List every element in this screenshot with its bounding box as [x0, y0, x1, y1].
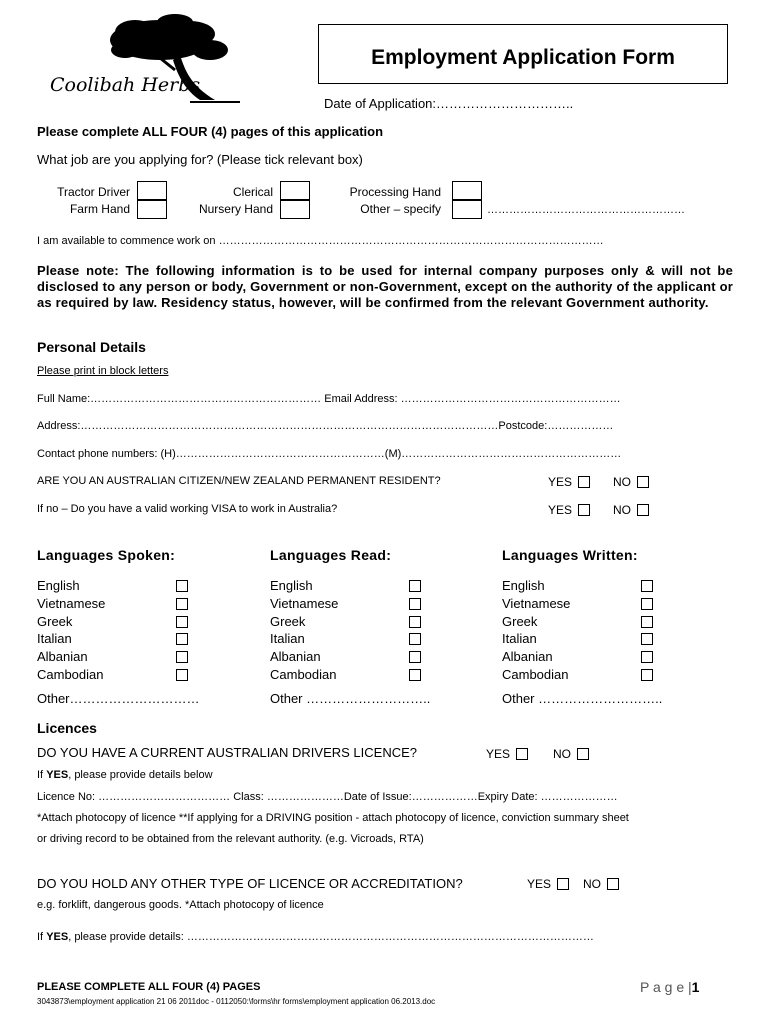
spoken-label: Italian [37, 631, 72, 647]
written-other-line[interactable]: Other ……………………….. [502, 690, 663, 706]
languages-written-heading: Languages Written: [502, 547, 638, 563]
read-label: Albanian [270, 649, 321, 665]
citizen-question: ARE YOU AN AUSTRALIAN CITIZEN/NEW ZEALAND PERMANENT RESIDENT? [37, 475, 441, 487]
other-licence-question: DO YOU HOLD ANY OTHER TYPE OF LICENCE OR ACCREDITATION? [37, 876, 463, 891]
if-prefix: If [37, 769, 44, 781]
personal-details-heading: Personal Details [37, 339, 146, 355]
read-label: English [270, 578, 313, 593]
spoken-checkbox-vietnamese[interactable] [176, 598, 188, 610]
instruction-heading: Please complete ALL FOUR (4) pages of this application [37, 124, 384, 139]
job-label-other-specify: Other – specify [360, 202, 441, 216]
page-number [640, 979, 699, 995]
licence-details-line[interactable]: Licence No: ……………………………… Class: …………………Date of Issue:………………Expiry Date: ………………… [37, 791, 618, 803]
read-row-albanian[interactable] [270, 648, 470, 666]
written-label: Cambodian [502, 666, 569, 682]
written-checkbox-italian[interactable] [641, 633, 653, 645]
drivers-no[interactable] [553, 747, 589, 761]
visa-yes-checkbox[interactable] [578, 504, 590, 516]
job-checkbox-processing-hand[interactable] [452, 181, 482, 200]
written-label: Albanian [502, 649, 553, 665]
visa-no[interactable] [613, 503, 649, 517]
job-label-clerical: Clerical [232, 185, 273, 199]
page-label: P a g e | [640, 979, 692, 995]
footer-complete-note: PLEASE COMPLETE ALL FOUR (4) PAGES [37, 981, 261, 993]
spoken-label: Albanian [37, 649, 88, 665]
read-other-line[interactable]: Other ……………………….. [270, 690, 431, 706]
availability-line[interactable]: I am available to commence work on …………………………………………………………………………………………… [37, 235, 604, 247]
drivers-yes-label: YES [486, 747, 511, 761]
written-checkbox-cambodian[interactable] [641, 669, 653, 681]
read-label: Cambodian [270, 666, 337, 682]
spoken-row-italian[interactable] [37, 630, 237, 648]
visa-question: If no – Do you have a valid working VISA to work in Australia? [37, 503, 338, 515]
read-label: Italian [270, 631, 305, 647]
written-checkbox-albanian[interactable] [641, 651, 653, 663]
drivers-licence-question: DO YOU HAVE A CURRENT AUSTRALIAN DRIVERS LICENCE? [37, 745, 417, 760]
form-title: Employment Application Form [318, 24, 728, 84]
other-licence-no-checkbox[interactable] [607, 878, 619, 890]
read-row-english[interactable] [270, 577, 470, 595]
read-row-cambodian[interactable] [270, 666, 470, 684]
other-licence-yes-label: YES [527, 877, 552, 891]
spoken-row-english[interactable] [37, 577, 237, 595]
file-path: 3043873\employment application 21 06 2011doc - 0112050:\forms\hr forms\employment application 06.2013.doc [37, 997, 436, 1006]
job-label-nursery-hand: Nursery Hand [198, 202, 273, 216]
written-checkbox-english[interactable] [641, 580, 653, 592]
spoken-label: English [37, 578, 80, 593]
job-checkbox-nursery-hand[interactable] [280, 200, 310, 219]
written-label: Italian [502, 631, 537, 647]
job-other-line[interactable]: ……………………………………………… [487, 204, 685, 216]
full-name-email-line[interactable]: Full Name:……………………………………………………… Email Address: …………………………………………………… [37, 393, 621, 405]
logo-text: Coolibah Herbs [50, 74, 201, 96]
spoken-checkbox-english[interactable] [176, 580, 188, 592]
spoken-label: Greek [37, 613, 73, 629]
drivers-no-checkbox[interactable] [577, 748, 589, 760]
spoken-checkbox-greek[interactable] [176, 616, 188, 628]
spoken-other-line[interactable]: Other………………………… [37, 690, 200, 706]
logo [40, 10, 240, 110]
written-row-vietnamese[interactable] [502, 595, 702, 613]
details-label-text: , please provide details: ………………………………………………………………………………………………… [68, 931, 594, 943]
drivers-yes-checkbox[interactable] [516, 748, 528, 760]
spoken-label: Vietnamese [37, 595, 106, 611]
written-row-cambodian[interactable] [502, 666, 702, 684]
read-row-greek[interactable] [270, 613, 470, 631]
written-label: English [502, 578, 545, 593]
citizen-no[interactable] [613, 475, 649, 489]
job-question: What job are you applying for? (Please tick relevant box) [37, 152, 363, 167]
read-checkbox-english[interactable] [409, 580, 421, 592]
read-checkbox-cambodian[interactable] [409, 669, 421, 681]
drivers-yes[interactable] [486, 747, 528, 761]
spoken-row-cambodian[interactable] [37, 666, 237, 684]
job-label-processing-hand: Processing Hand [349, 185, 441, 199]
if-yes-bold: YES [46, 769, 69, 781]
languages-read [270, 543, 470, 707]
page-number-value: 1 [691, 979, 700, 995]
spoken-label: Cambodian [37, 666, 104, 682]
other-licence-no-label: NO [583, 877, 601, 891]
date-of-application[interactable]: Date of Application:………………………….. [324, 96, 574, 111]
job-checkbox-tractor-driver[interactable] [137, 181, 167, 200]
job-checkbox-other[interactable] [452, 200, 482, 219]
read-checkbox-italian[interactable] [409, 633, 421, 645]
block-letters-note: Please print in block letters [37, 365, 169, 377]
read-label: Vietnamese [270, 595, 339, 611]
written-row-greek[interactable] [502, 613, 702, 631]
licences-heading: Licences [37, 720, 97, 736]
if-yes-details-below [37, 769, 213, 781]
job-label-tractor-driver: Tractor Driver [57, 185, 130, 199]
written-checkbox-greek[interactable] [641, 616, 653, 628]
written-checkbox-vietnamese[interactable] [641, 598, 653, 610]
citizen-no-checkbox[interactable] [637, 476, 649, 488]
if-prefix-2: If [37, 931, 44, 943]
written-label: Vietnamese [502, 595, 571, 611]
read-row-vietnamese[interactable] [270, 595, 470, 613]
written-row-english[interactable] [502, 577, 702, 595]
languages-read-heading: Languages Read: [270, 547, 392, 563]
job-checkbox-clerical[interactable] [280, 181, 310, 200]
other-licence-no[interactable] [583, 877, 619, 891]
written-row-albanian[interactable] [502, 648, 702, 666]
read-row-italian[interactable] [270, 630, 470, 648]
spoken-checkbox-albanian[interactable] [176, 651, 188, 663]
attach-note-2: or driving record to be obtained from the relevant authority. (e.g. Vicroads, RTA) [37, 833, 424, 845]
visa-no-label: NO [613, 503, 631, 517]
job-label-farm-hand: Farm Hand [69, 202, 130, 216]
visa-yes[interactable] [548, 503, 590, 517]
other-licence-yes[interactable] [527, 877, 569, 891]
drivers-no-label: NO [553, 747, 571, 761]
read-checkbox-vietnamese[interactable] [409, 598, 421, 610]
other-licence-yes-checkbox[interactable] [557, 878, 569, 890]
job-checkbox-farm-hand[interactable] [137, 200, 167, 219]
spoken-row-greek[interactable] [37, 613, 237, 631]
licence-examples: e.g. forklift, dangerous goods. *Attach photocopy of licence [37, 899, 324, 911]
languages-written [502, 543, 702, 707]
languages-spoken [37, 543, 237, 707]
citizen-yes[interactable] [548, 475, 590, 489]
read-checkbox-greek[interactable] [409, 616, 421, 628]
read-checkbox-albanian[interactable] [409, 651, 421, 663]
attach-note-1: *Attach photocopy of licence **If applying for a DRIVING position - attach photocopy of licence, conviction summary sheet [37, 812, 629, 824]
citizen-yes-checkbox[interactable] [578, 476, 590, 488]
citizen-yes-label: YES [548, 475, 573, 489]
privacy-note: Please note: The following information is to be used for internal company purposes only & will not be disclosed to any person or body, Government or non-Government, except on the authority of the applicant or as required by law. Residency status, however, will be confirmed from the relevant Government authority. [37, 263, 733, 310]
spoken-row-vietnamese[interactable] [37, 595, 237, 613]
other-licence-details-line[interactable] [37, 931, 594, 943]
spoken-checkbox-cambodian[interactable] [176, 669, 188, 681]
citizen-no-label: NO [613, 475, 631, 489]
spoken-checkbox-italian[interactable] [176, 633, 188, 645]
details-below-text: , please provide details below [68, 769, 213, 781]
written-label: Greek [502, 613, 538, 629]
if-yes-bold-2: YES [46, 931, 69, 943]
visa-no-checkbox[interactable] [637, 504, 649, 516]
phone-line[interactable]: Contact phone numbers: (H)…………………………………………………(M)…………………………………………………… [37, 448, 622, 460]
read-label: Greek [270, 613, 306, 629]
languages-spoken-heading: Languages Spoken: [37, 547, 176, 563]
address-line[interactable]: Address:……………………………………………………………………………………………………Postcode:……………… [37, 420, 614, 432]
visa-yes-label: YES [548, 503, 573, 517]
spoken-row-albanian[interactable] [37, 648, 237, 666]
written-row-italian[interactable] [502, 630, 702, 648]
